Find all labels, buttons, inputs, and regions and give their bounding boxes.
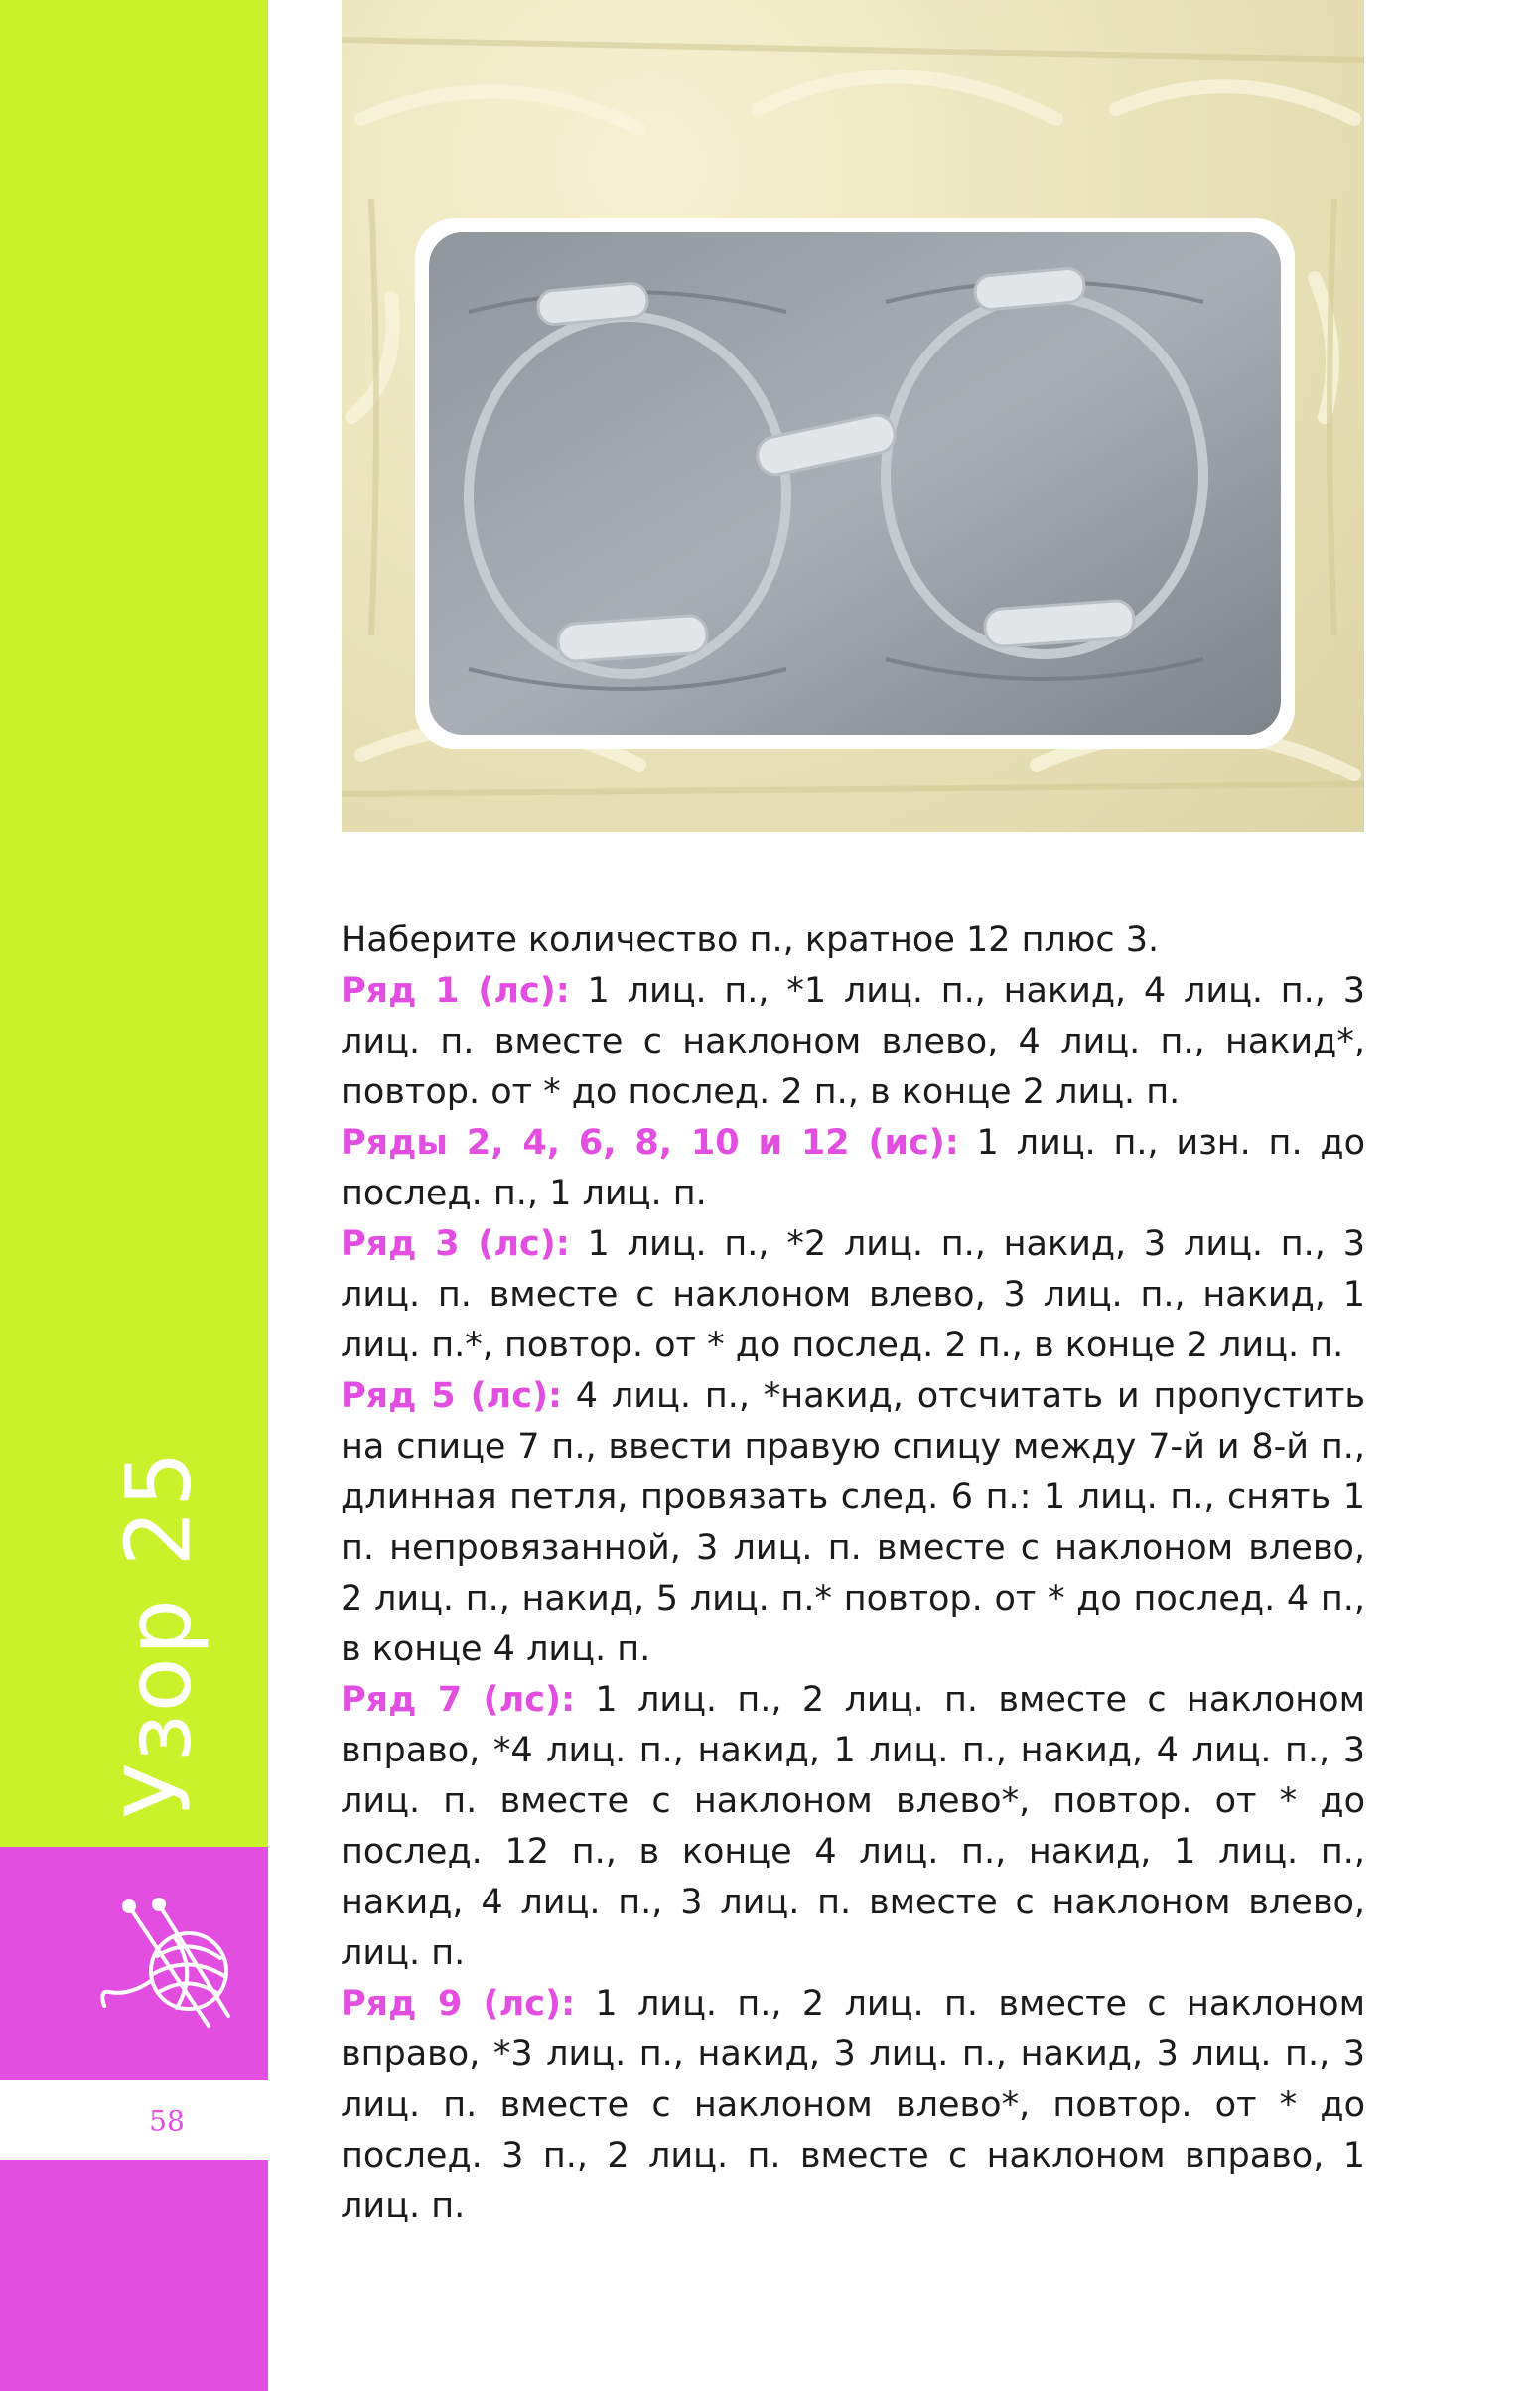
page-number: 58: [149, 2104, 185, 2138]
instruction-row-9: [341, 1979, 1365, 2232]
instruction-row-7: [341, 1675, 1365, 1979]
row-text: 1 лиц. п., *2 лиц. п., накид, 3 лиц. п., 3 лиц. п. вместе с наклоном влево, 3 лиц. п., накид, 1 лиц. п.*, повтор. от * до послед. 2 п., в конце 2 лиц. п.: [341, 1224, 1365, 1365]
instruction-row-5: [341, 1371, 1365, 1675]
row-text: 1 лиц. п., изн. п. до послед. п., 1 лиц. п.: [341, 1123, 1365, 1213]
instruction-row-3: [341, 1219, 1365, 1371]
row-text: 1 лиц. п., *1 лиц. п., накид, 4 лиц. п., 3 лиц. п. вместе с наклоном влево, 4 лиц. п., накид*, повтор. от * до послед. 2 п., в конце 2 лиц. п.: [341, 971, 1365, 1112]
yarn-ball-knitting-needles-icon: [89, 1897, 268, 2045]
knitting-sample-photo: [415, 218, 1295, 749]
instruction-row-1: [341, 966, 1365, 1118]
row-label: Ряд 9 (лс):: [341, 1984, 575, 2024]
row-label: Ряды 2, 4, 6, 8, 10 и 12 (ис):: [341, 1123, 959, 1163]
row-label: Ряд 1 (лс):: [341, 971, 570, 1011]
row-label: Ряд 5 (лс):: [341, 1376, 562, 1416]
row-text: 1 лиц. п., 2 лиц. п. вместе с наклоном вправо, *3 лиц. п., накид, 3 лиц. п., накид, 3 лиц. п., 3 лиц. п. вместе с наклоном влево*, повтор. от * до послед. 3 п., 2 лиц. п. вместе с наклоном вправо, 1 лиц. п.: [341, 1984, 1365, 2226]
instruction-rows-even: [341, 1118, 1365, 1219]
intro-text: Наберите количество п., кратное 12 плюс 3.: [341, 920, 1160, 960]
row-label: Ряд 3 (лс):: [341, 1224, 570, 1264]
row-label: Ряд 7 (лс):: [341, 1680, 575, 1720]
pattern-instructions: [341, 915, 1365, 2232]
row-text: 4 лиц. п., *накид, отсчитать и пропустить на спице 7 п., ввести правую спицу между 7-й и 8-й п., длинная петля, провязать след. 6 п.: 1 лиц. п., снять 1 п. непровязанной, 3 лиц. п. вместе с наклоном влево, 2 лиц. п., накид, 5 лиц. п.* повтор. от * до послед. 4 п., в конце 4 лиц. п.: [341, 1376, 1365, 1669]
row-text: 1 лиц. п., 2 лиц. п. вместе с наклоном вправо, *4 лиц. п., накид, 1 лиц. п., накид, 4 лиц. п., 3 лиц. п. вместе с наклоном влево*, повтор. от * до послед. 12 п., в конце 4 лиц. п., накид, 1 лиц. п., накид, 4 лиц. п., 3 лиц. п. вместе с наклоном влево, лиц. п.: [341, 1680, 1365, 1973]
pattern-title: Узор 25: [106, 1448, 211, 1819]
sidebar-divider: [0, 2080, 268, 2160]
